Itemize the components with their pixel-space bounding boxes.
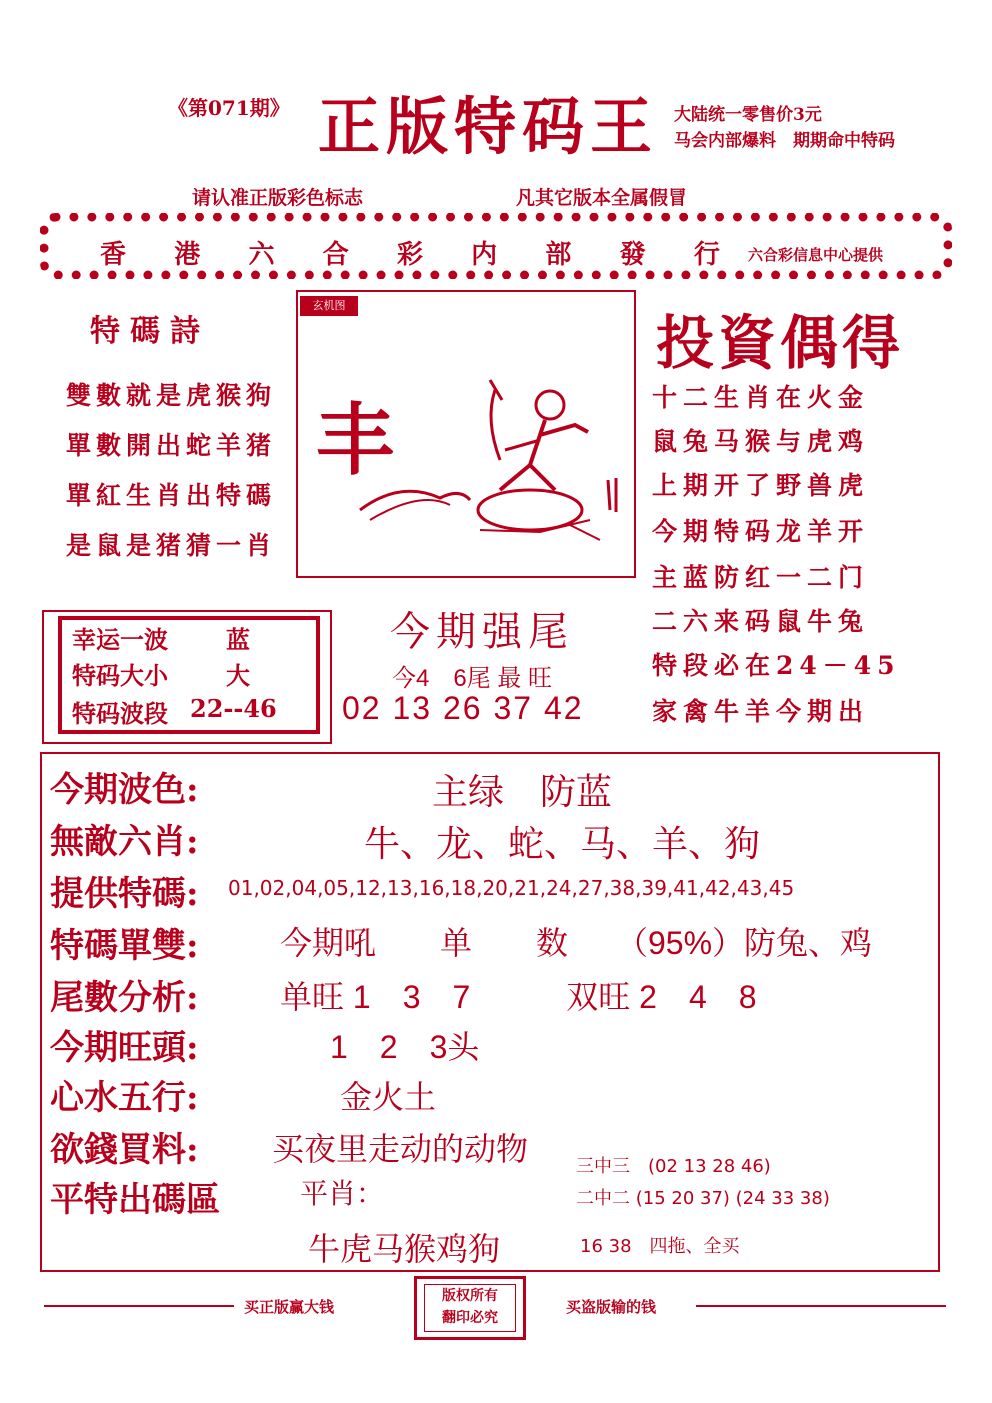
invest-line: 上期开了野兽虎 bbox=[652, 471, 870, 500]
invest-line: 主蓝防红一二门 bbox=[652, 563, 870, 592]
poem-title: 特碼詩 bbox=[90, 314, 210, 349]
banner-char: 發 bbox=[619, 240, 646, 270]
five-elements-label: 心水五行: bbox=[50, 1078, 199, 1118]
picture-glyph: 丰 bbox=[316, 395, 395, 486]
special-code-label: 提供特碼: bbox=[50, 874, 199, 914]
copyright-line: 翻印必究 bbox=[442, 1310, 498, 1326]
six-zodiac-label: 無敵六肖: bbox=[50, 822, 199, 862]
lucky-size-value: 大 bbox=[226, 661, 250, 690]
banner-char: 港 bbox=[174, 240, 201, 270]
picture-stamp: 玄机图 bbox=[300, 296, 358, 316]
lucky-size-label: 特码大小 bbox=[72, 661, 168, 690]
footer-right: 买盗版输的钱 bbox=[566, 1298, 657, 1316]
banner-char: 香 bbox=[100, 240, 127, 270]
invest-title: 投資偶得 bbox=[656, 309, 905, 377]
invest-line: 家禽牛羊今期出 bbox=[652, 697, 870, 726]
footer-rule-right bbox=[696, 1305, 946, 1307]
tail-analysis-label: 尾數分析: bbox=[50, 978, 199, 1018]
money-label: 欲錢買料: bbox=[50, 1130, 199, 1170]
issue-number: 《第071期》 bbox=[168, 96, 290, 120]
banner-char: 内 bbox=[471, 240, 498, 270]
banner-char: 合 bbox=[322, 240, 349, 270]
head-label: 今期旺頭: bbox=[50, 1028, 199, 1068]
flat-label: 平特出碼區 bbox=[50, 1180, 220, 1220]
hunter-illustration bbox=[340, 370, 630, 570]
inside-note: 马会内部爆料 期期命中特码 bbox=[674, 131, 895, 151]
poem-line: 雙數就是虎猴狗 bbox=[66, 381, 277, 410]
banner-char: 六 bbox=[248, 240, 275, 270]
lucky-range-value: 22--46 bbox=[190, 694, 277, 723]
poem-line: 單紅生肖出特碼 bbox=[66, 481, 277, 510]
special-code-value: 01,02,04,05,12,13,16,18,20,21,24,27,38,39,41,42,43,45 bbox=[228, 876, 795, 900]
footer-rule-left bbox=[44, 1305, 234, 1307]
combo-two: 二中二 (15 20 37) (24 33 38) bbox=[576, 1188, 830, 1209]
banner-side: 六合彩信息中心提供 bbox=[748, 246, 884, 264]
flat-value: 牛虎马猴鸡狗 bbox=[308, 1231, 501, 1267]
poem-line: 單數開出蛇羊猪 bbox=[66, 431, 277, 460]
banner-char: 行 bbox=[693, 240, 720, 270]
money-value: 买夜里走动的动物 bbox=[272, 1131, 529, 1167]
wave-color-label: 今期波色: bbox=[50, 770, 199, 810]
odd-even-value: 今期吼 单 数 （95%）防兔、鸡 bbox=[280, 925, 873, 961]
strong-tail-title: 今期强尾 bbox=[390, 610, 574, 654]
invest-line: 特段必在24－45 bbox=[652, 651, 901, 680]
lucky-wave-value: 蓝 bbox=[226, 625, 250, 654]
lucky-range-label: 特码波段 bbox=[72, 699, 168, 728]
lucky-wave-label: 幸运一波 bbox=[72, 625, 168, 654]
warn-left: 请认准正版彩色标志 bbox=[192, 187, 364, 209]
poem-line: 是鼠是猪猜一肖 bbox=[66, 531, 277, 560]
banner-char: 彩 bbox=[396, 240, 423, 270]
warn-right: 凡其它版本全属假冒 bbox=[516, 187, 688, 209]
tail-analysis-value: 单旺 1 3 7 双旺 2 4 8 bbox=[280, 979, 757, 1015]
invest-line: 今期特码龙羊开 bbox=[652, 517, 870, 546]
strong-tail-numbers: 02 13 26 37 42 bbox=[342, 690, 584, 726]
odd-even-label: 特碼單雙: bbox=[50, 926, 199, 966]
invest-line: 鼠兔马猴与虎鸡 bbox=[652, 427, 870, 456]
price-note: 大陆统一零售价3元 bbox=[674, 105, 822, 125]
copyright-line: 版权所有 bbox=[442, 1288, 498, 1304]
invest-line: 十二生肖在火金 bbox=[652, 383, 870, 412]
wave-color-value: 主绿 防蓝 bbox=[432, 771, 613, 812]
strong-tail-line: 今4 6尾 最 旺 bbox=[392, 665, 553, 692]
five-elements-value: 金火土 bbox=[340, 1079, 437, 1115]
six-zodiac-value: 牛、龙、蛇、马、羊、狗 bbox=[364, 823, 761, 864]
invest-line: 二六来码鼠牛兔 bbox=[652, 607, 870, 636]
flat-sub-label: 平肖： bbox=[300, 1178, 385, 1209]
combo-three: 三中三 (02 13 28 46) bbox=[576, 1156, 771, 1177]
banner-text bbox=[100, 234, 720, 271]
copyright-text bbox=[424, 1284, 516, 1332]
banner-char: 部 bbox=[545, 240, 572, 270]
footer-left: 买正版赢大钱 bbox=[244, 1298, 335, 1316]
head-value: 1 2 3头 bbox=[330, 1029, 480, 1065]
page-title: 正版特码王 bbox=[318, 90, 659, 163]
combo-drag: 16 38 四拖、全买 bbox=[580, 1236, 740, 1257]
